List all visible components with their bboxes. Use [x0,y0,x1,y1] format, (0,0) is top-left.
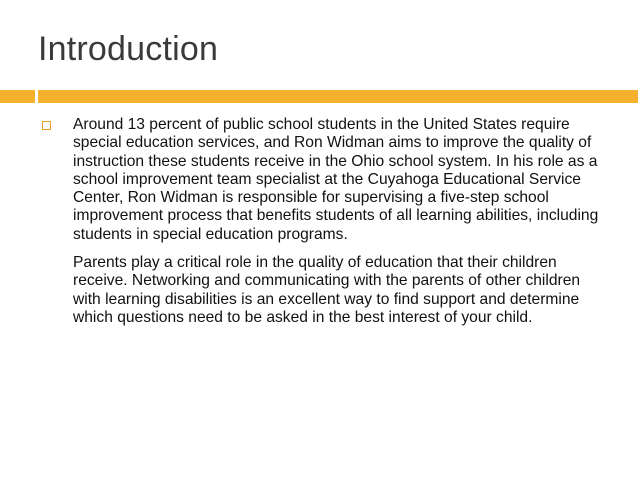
title-underline-bar [38,90,638,103]
bullet-item [42,116,612,244]
square-bullet-icon [42,121,51,130]
title-accent-bar [0,90,35,103]
slide-body [42,116,612,327]
slide-title: Introduction [38,30,219,68]
body-paragraph-2: Parents play a critical role in the quality of education that their children receive. Networking and communicating with the parents of other children with learning disabilities is an excellent way to find support and determine which questions need to be asked in the best interest of your child. [73,254,581,326]
body-paragraph-1: Around 13 percent of public school students in the United States require special education services, and Ron Widman aims to improve the quality of instruction these students receive in the Ohio school system. In his role as a school improvement team specialist at the Cuyahoga Educational Service Center, Ron Widman is responsible for supervising a five-step school improvement process that benefits students of all learning abilities, including students in special education programs. [73,116,599,243]
